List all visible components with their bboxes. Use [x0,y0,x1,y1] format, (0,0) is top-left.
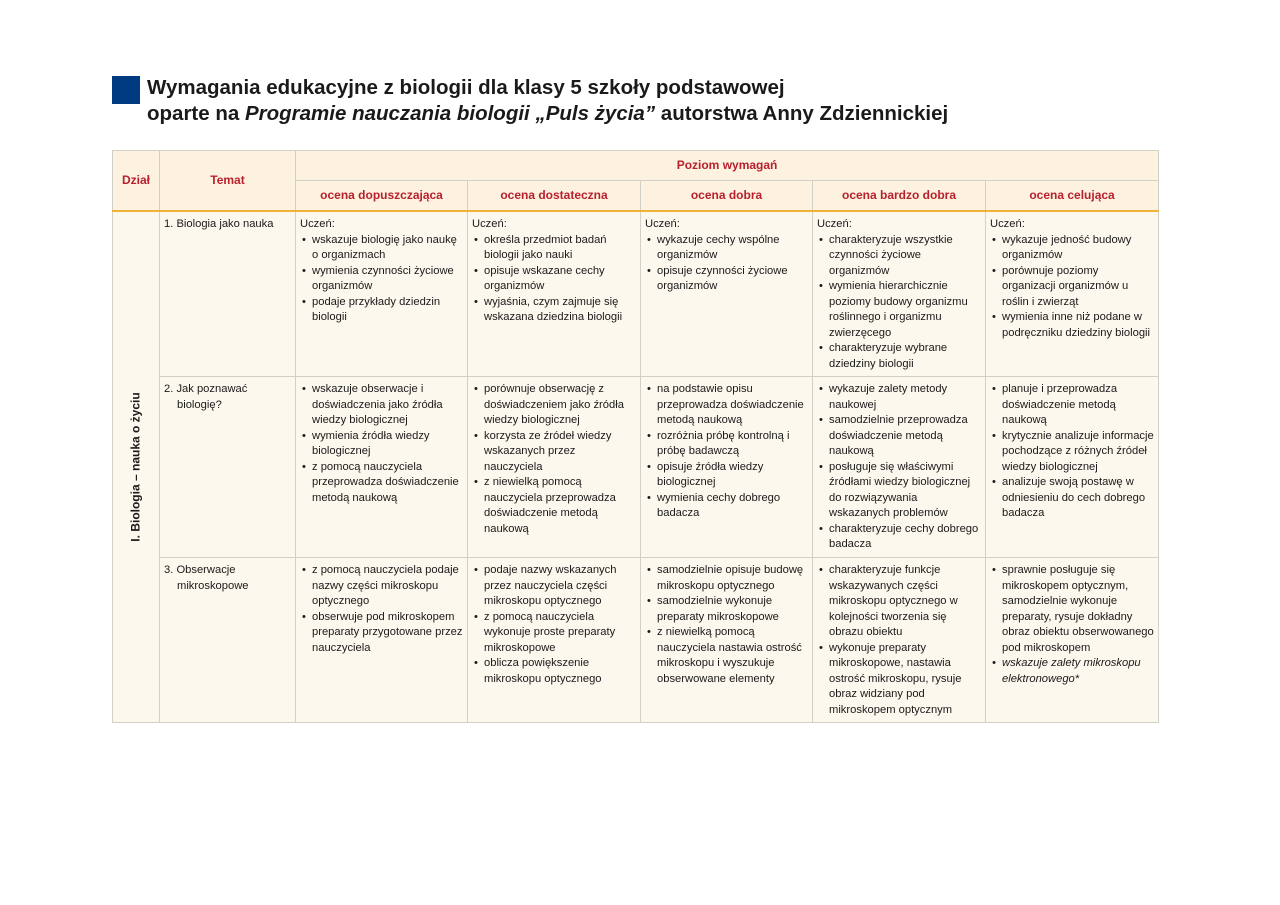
requirement-list [645,382,808,522]
requirement-list [472,563,636,687]
requirement-item: • planuje i przeprowadza doświadczenie metodą naukową [990,382,1154,429]
requirement-item: • wymienia źródła wiedzy biologicznej [300,429,463,460]
requirement-item: • sprawnie posługuje się mikroskopem optycznym, samodzielnie wykonuje preparaty, rysuje dokładny obraz obiektu obserwowanego pod mikroskopem [990,563,1154,656]
requirement-item: • oblicza powiększenie mikroskopu optycznego [472,656,636,687]
requirement-cell [986,211,1159,377]
requirement-item: • podaje przykłady dziedzin biologii [300,295,463,326]
requirement-item: • samodzielnie wykonuje preparaty mikroskopowe [645,594,808,625]
requirement-item: • z niewielką pomocą nauczyciela nastawia ostrość mikroskopu i wyszukuje obserwowane elementy [645,625,808,687]
requirement-item: • wykazuje jedność budowy organizmów [990,233,1154,264]
requirement-item: • z pomocą nauczyciela przeprowadza doświadczenie metodą naukową [300,460,463,507]
header-level: ocena dostateczna [468,181,641,212]
requirement-item: • wykazuje cechy wspólne organizmów [645,233,808,264]
requirement-item: • rozróżnia próbę kontrolną i próbę badawczą [645,429,808,460]
requirement-list [645,233,808,295]
requirement-item: • opisuje czynności życiowe organizmów [645,264,808,295]
title-marker [112,76,140,104]
requirement-cell [468,377,641,558]
header-level: ocena bardzo dobra [813,181,986,212]
requirement-item: • wymienia hierarchicznie poziomy budowy organizmu roślinnego i organizmu zwierzęcego [817,279,981,341]
requirement-cell [296,558,468,723]
header-level: ocena dopuszczająca [296,181,468,212]
table-row [113,377,1159,558]
requirement-item: • z pomocą nauczyciela wykonuje proste preparaty mikroskopowe [472,610,636,657]
requirement-list [472,233,636,326]
table-body [113,211,1159,723]
title-line-1: Wymagania edukacyjne z biologii dla klasy 5 szkoły podstawowej [147,76,785,99]
temat-label: 1. Biologia jako nauka [164,218,274,230]
requirement-item: • charakteryzuje wybrane dziedziny biologii [817,341,981,372]
header-dzial: Dział [113,151,160,212]
requirement-item: • charakteryzuje funkcje wskazywanych części mikroskopu optycznego w kolejności tworzenia się obrazu obiektu [817,563,981,641]
requirement-item: • wykonuje preparaty mikroskopowe, nastawia ostrość mikroskopu, rysuje obraz widziany pod mikroskopem optycznym [817,641,981,719]
requirement-list [990,382,1154,522]
requirement-list [817,382,981,553]
requirement-item: • obserwuje pod mikroskopem preparaty przygotowane przez nauczyciela [300,610,463,657]
requirement-item: • wymienia czynności życiowe organizmów [300,264,463,295]
requirement-list [817,563,981,718]
requirement-item: • wyjaśnia, czym zajmuje się wskazana dziedzina biologii [472,295,636,326]
requirement-cell [986,558,1159,723]
requirement-item: • z pomocą nauczyciela podaje nazwy części mikroskopu optycznego [300,563,463,610]
requirement-item: • określa przedmiot badań biologii jako nauki [472,233,636,264]
title-text [147,75,948,127]
requirement-list [645,563,808,687]
requirement-list [990,563,1154,687]
requirement-item: • posługuje się właściwymi źródłami wiedzy biologicznej do rozwiązywania wskazanych problemów [817,460,981,522]
header-level: ocena celująca [986,181,1159,212]
uczen-label: Uczeń: [472,218,507,230]
requirement-item: • wskazuje biologię jako naukę o organizmach [300,233,463,264]
requirement-list [300,563,463,656]
requirement-item: • wymienia cechy dobrego badacza [645,491,808,522]
uczen-label: Uczeń: [300,218,335,230]
requirement-list [817,233,981,373]
requirement-item: • porównuje poziomy organizacji organizmów u roślin i zwierząt [990,264,1154,311]
requirement-cell [813,558,986,723]
title-line-2c: autorstwa Anny Zdziennickiej [655,102,949,125]
title-line-2a: oparte na [147,102,245,125]
header-temat: Temat [160,151,296,212]
requirement-cell [641,211,813,377]
temat-cell [160,377,296,558]
requirement-list [300,382,463,506]
requirement-item: • krytycznie analizuje informacje pochodzące z różnych źródeł wiedzy biologicznej [990,429,1154,476]
requirement-item: • wymienia inne niż podane w podręczniku dziedziny biologii [990,310,1154,341]
requirement-cell [468,558,641,723]
temat-cell [160,558,296,723]
requirement-cell [641,558,813,723]
requirement-cell [296,377,468,558]
requirement-item: • samodzielnie opisuje budowę mikroskopu optycznego [645,563,808,594]
requirement-item: • opisuje wskazane cechy organizmów [472,264,636,295]
requirement-item: • na podstawie opisu przeprowadza doświadczenie metodą naukową [645,382,808,429]
title-line-2b: Programie nauczania biologii „Puls życia” [244,102,656,125]
requirement-cell [813,211,986,377]
requirement-item: • charakteryzuje wszystkie czynności życiowe organizmów [817,233,981,280]
requirement-cell [468,211,641,377]
table-row [113,211,1159,377]
requirement-cell [296,211,468,377]
requirement-list [300,233,463,326]
requirement-item: • wskazuje zalety mikroskopu elektronowego* [990,656,1154,687]
requirement-cell [986,377,1159,558]
header-poziom: Poziom wymagań [296,151,1159,181]
title-line-2 [147,101,948,127]
temat-label: 2. Jak poznawać biologię? [164,383,248,411]
requirement-item: • samodzielnie przeprowadza doświadczenie metodą naukową [817,413,981,460]
requirement-item: • opisuje źródła wiedzy biologicznej [645,460,808,491]
requirement-item: • porównuje obserwację z doświadczeniem jako źródła wiedzy biologicznej [472,382,636,429]
requirement-item: • wskazuje obserwacje i doświadczenia jako źródła wiedzy biologicznej [300,382,463,429]
requirement-list [990,233,1154,342]
requirement-item: • wykazuje zalety metody naukowej [817,382,981,413]
requirement-item: • korzysta ze źródeł wiedzy wskazanych przez nauczyciela [472,429,636,476]
requirement-cell [641,377,813,558]
requirement-item: • podaje nazwy wskazanych przez nauczyciela części mikroskopu optycznego [472,563,636,610]
uczen-label: Uczeń: [645,218,680,230]
table-row [113,558,1159,723]
requirement-item: • analizuje swoją postawę w odniesieniu do cech dobrego badacza [990,475,1154,522]
requirement-cell [813,377,986,558]
temat-cell [160,211,296,377]
section-cell [113,211,160,723]
uczen-label: Uczeń: [990,218,1025,230]
header-level: ocena dobra [641,181,813,212]
uczen-label: Uczeń: [817,218,852,230]
requirement-item: • z niewielką pomocą nauczyciela przeprowadza doświadczenie metodą naukową [472,475,636,537]
temat-label: 3. Obserwacje mikroskopowe [164,564,249,592]
requirement-item: • charakteryzuje cechy dobrego badacza [817,522,981,553]
section-label: I. Biologia – nauka o życiu [128,392,143,542]
requirements-table [112,150,1159,723]
requirement-list [472,382,636,537]
